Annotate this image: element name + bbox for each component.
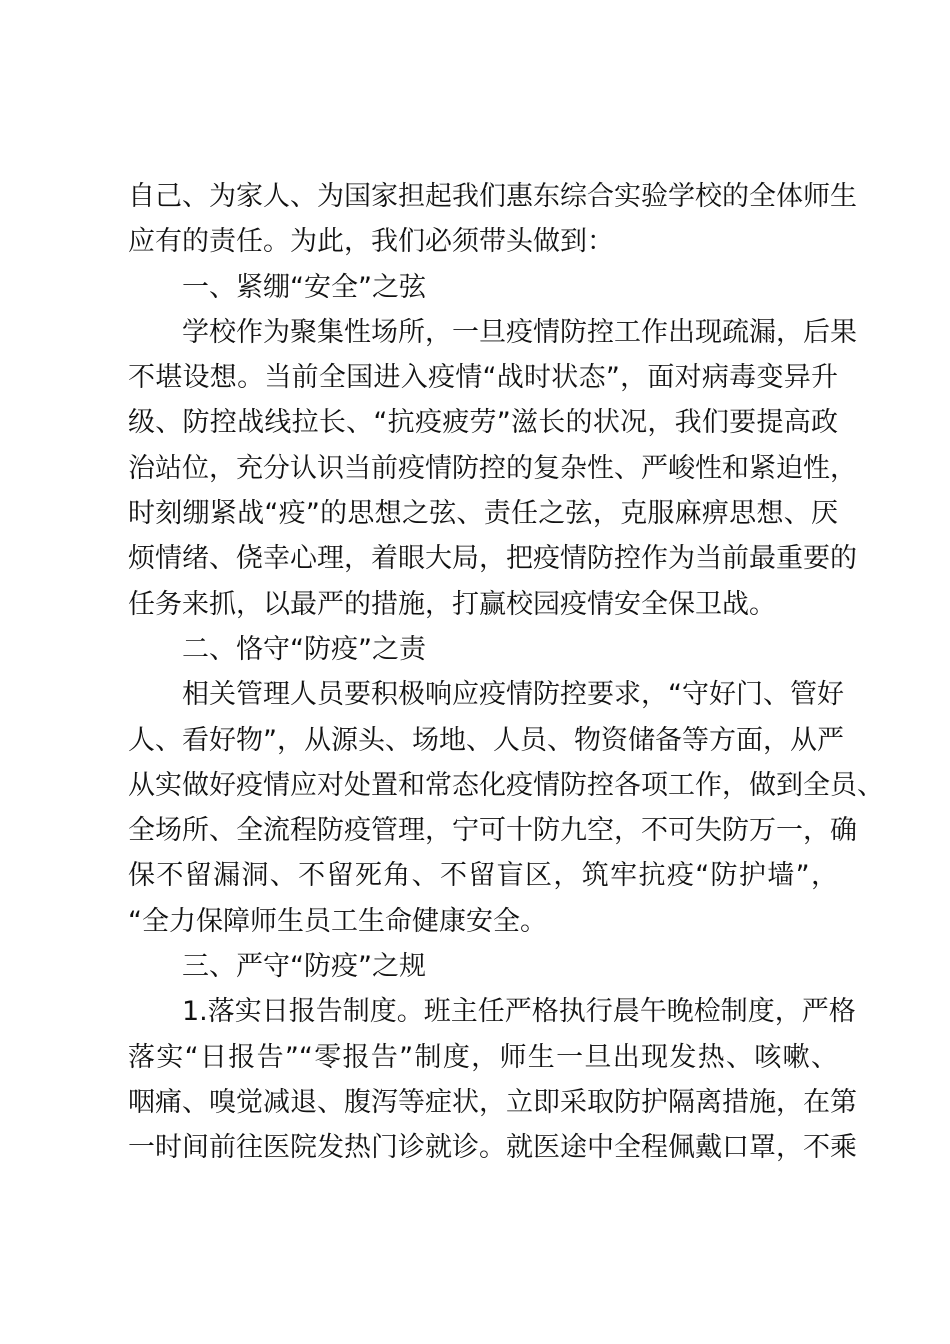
paragraph-line: 咽痛、嗅觉减退、腹泻等症状，立即采取防护隔离措施，在第: [128, 1086, 857, 1118]
section-heading: 一、紧绷“安全”之弦: [182, 271, 426, 303]
paragraph-line: 任务来抓，以最严的措施，打赢校园疫情安全保卫战。: [128, 588, 776, 620]
paragraph-line: 相关管理人员要积极响应疫情防控要求，“守好门、管好: [182, 679, 844, 711]
paragraph-line: 从实做好疫情应对处置和常态化疫情防控各项工作，做到全员、: [128, 769, 884, 801]
paragraph-line: 级、防控战线拉长、“抗疫疲劳”滋长的状况，我们要提高政: [128, 407, 838, 439]
paragraph-line: 全场所、全流程防疫管理，宁可十防九空，不可失防万一，确: [128, 815, 857, 847]
paragraph-line: 自己、为家人、为国家担起我们惠东综合实验学校的全体师生: [128, 181, 857, 212]
paragraph-line: 一时间前往医院发热门诊就诊。就医途中全程佩戴口罩，不乘: [128, 1132, 857, 1164]
document-body: [128, 174, 884, 1171]
paragraph-line: 1.落实日报告制度。班主任严格执行晨午晚检制度，严格: [182, 996, 856, 1028]
paragraph-line: 保不留漏洞、不留死角、不留盲区，筑牢抗疫“防护墙”，: [128, 860, 838, 892]
paragraph-line: 学校作为聚集性场所，一旦疫情防控工作出现疏漏，后果: [182, 316, 857, 348]
paragraph-line: 时刻绷紧战“疫”的思想之弦、责任之弦，克服麻痹思想、厌: [128, 498, 838, 530]
paragraph-line: 治站位，充分认识当前疫情防控的复杂性、严峻性和紧迫性，: [128, 452, 857, 484]
paragraph-line: 落实“日报告”“零报告”制度，师生一旦出现发热、咳嗽、: [128, 1041, 838, 1073]
paragraph-line: 人、看好物”，从源头、场地、人员、物资储备等方面，从严: [128, 724, 844, 756]
paragraph-line: 烦情绪、侥幸心理，着眼大局，把疫情防控作为当前最重要的: [128, 543, 857, 575]
section-heading: 三、严守“防疫”之规: [182, 951, 426, 983]
paragraph-line: 应有的责任。为此，我们必须带头做到：: [128, 226, 614, 258]
section-heading: 二、恪守“防疫”之责: [182, 633, 426, 665]
paragraph-line: 不堪设想。当前全国进入疫情“战时状态”，面对病毒变异升: [128, 362, 838, 394]
paragraph-line: “全力保障师生员工生命健康安全。: [128, 905, 547, 937]
